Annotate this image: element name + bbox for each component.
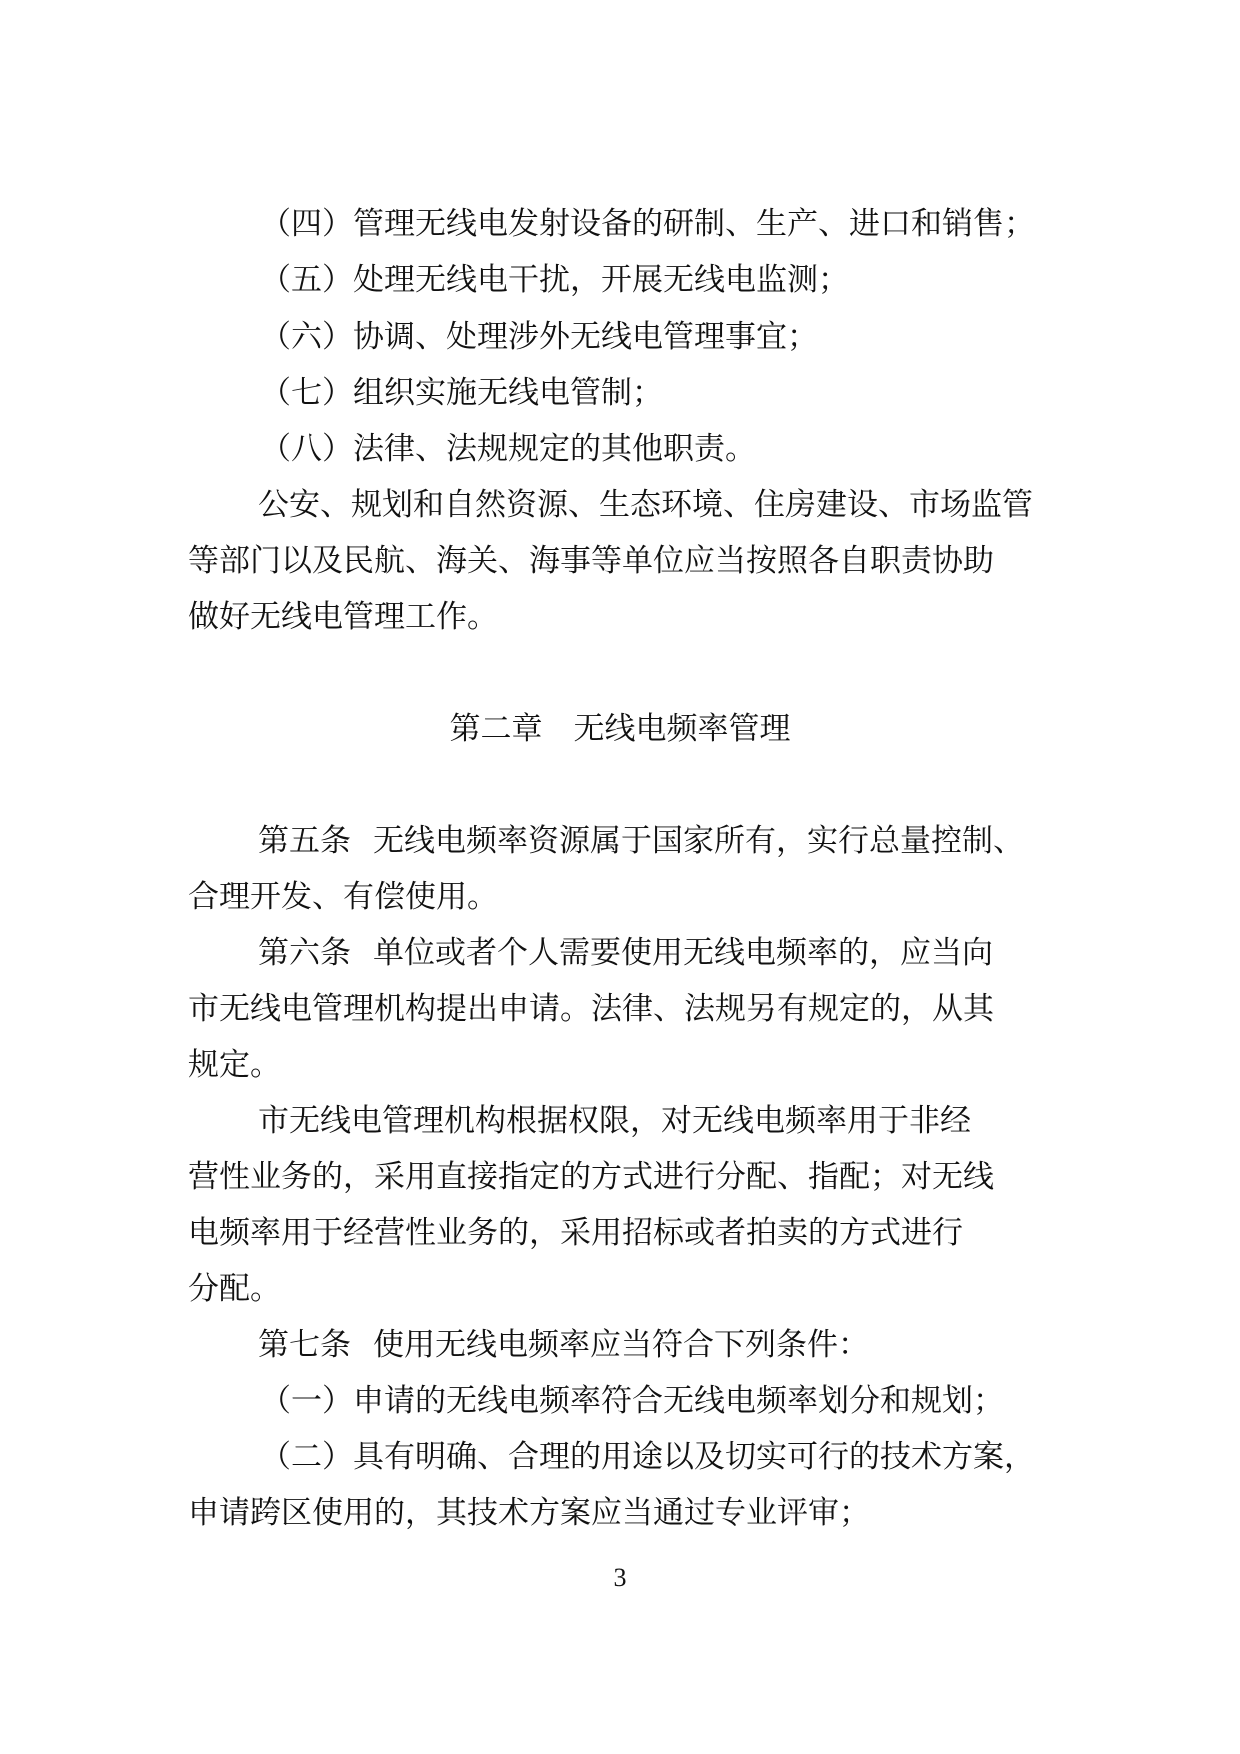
chapter-title: 无线电频率管理 <box>573 711 791 747</box>
list-item: （五）处理无线电干扰，开展无线电监测； <box>260 262 849 298</box>
article-6-line <box>258 933 1138 973</box>
article-5-line <box>258 821 1138 861</box>
list-item: （七）组织实施无线电管制； <box>260 375 663 411</box>
paragraph-line: 申请跨区使用的，其技术方案应当通过专业评审； <box>188 1495 870 1531</box>
article-number: 第六条 <box>258 935 351 971</box>
article-text: 无线电频率资源属于国家所有，实行总量控制、 <box>373 823 1024 859</box>
chapter-heading <box>0 709 1240 749</box>
article-text: 单位或者个人需要使用无线电频率的，应当向 <box>373 935 993 971</box>
paragraph-line: 市无线电管理机构提出申请。法律、法规另有规定的，从其 <box>188 991 994 1027</box>
paragraph-line: 规定。 <box>188 1047 281 1083</box>
paragraph-line: 市无线电管理机构根据权限，对无线电频率用于非经 <box>258 1103 971 1139</box>
paragraph-line: 合理开发、有偿使用。 <box>188 879 498 915</box>
paragraph-line: 电频率用于经营性业务的，采用招标或者拍卖的方式进行 <box>188 1215 963 1251</box>
paragraph-line: 公安、规划和自然资源、生态环境、住房建设、市场监管 <box>258 487 1033 523</box>
paragraph-line: 做好无线电管理工作。 <box>188 599 498 635</box>
article-text: 使用无线电频率应当符合下列条件： <box>373 1327 869 1363</box>
list-item: （八）法律、法规规定的其他职责。 <box>260 431 756 467</box>
list-item: （四）管理无线电发射设备的研制、生产、进口和销售； <box>260 206 1035 242</box>
chapter-number: 第二章 <box>449 711 543 747</box>
article-number: 第五条 <box>258 823 351 859</box>
list-item: （二）具有明确、合理的用途以及切实可行的技术方案， <box>260 1439 1035 1475</box>
paragraph-line: 等部门以及民航、海关、海事等单位应当按照各自职责协助 <box>188 543 994 579</box>
article-number: 第七条 <box>258 1327 351 1363</box>
list-item: （六）协调、处理涉外无线电管理事宜； <box>260 319 818 355</box>
paragraph-line: 营性业务的，采用直接指定的方式进行分配、指配；对无线 <box>188 1159 994 1195</box>
paragraph-line: 分配。 <box>188 1271 281 1307</box>
list-item: （一）申请的无线电频率符合无线电频率划分和规划； <box>260 1383 1004 1419</box>
article-7-line <box>258 1325 1138 1365</box>
page-number: 3 <box>613 1563 627 1592</box>
